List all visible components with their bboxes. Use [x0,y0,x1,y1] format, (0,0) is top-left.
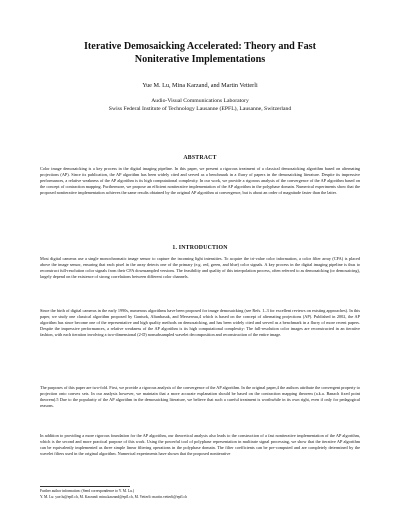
footnote-emails: Y. M. Lu: yue.lu@epfl.ch, M. Karzand: mina.karzand@epfl.ch, M. Vetterli: martin.vetterli@epfl.ch [40,495,187,499]
footnote-divider [40,486,130,487]
affiliation-line-1: Audio-Visual Communications Laboratory [151,98,249,104]
title-line-2: Noniterative Implementations [134,54,266,65]
introduction-heading: 1. INTRODUCTION [172,245,228,251]
affiliation-line-2: Swiss Federal Institute of Technology Lausanne (EPFL), Lausanne, Switzerland [108,105,292,112]
title-line-1: Iterative Demosaicking Accelerated: Theory and Fast [83,41,317,52]
intro-paragraph-2: Since the birth of digital cameras in the early 1990s, numerous algorithms have been proposed for image demosaicking (see Refs. 1–3 for excellent reviews on existing approaches). In this paper, we study one classical algorithm proposed by Gunturk, Altunbasak, and Mersereau,4 which is based on the concept of alternating projections (AP). Published in 2002, the AP algorithm has since become one of the representative and high quality methods on demosaicking, and has been widely cited and served as a benchmark in a flurry of more recent papers. Despite the impressive performances, a relative weakness of the AP algorithm is its high computational complexity: The full-resolution color images are reconstructed in an iterative fashion, with each iteration involving a two-dimensional (2-D) nonsubsampled wavelet decomposition and reconstruction of the entire image. [40,308,360,338]
affiliation [30,98,370,113]
intro-paragraph-4: In addition to providing a more rigorous foundation for the AP algorithm, our theoretical analysis also leads to the construction of a fast noniterative implementation of the AP algorithm, which is the second and more practical purpose of this work. Using the powerful tool of polyphase representation in multirate signal processing, we show that the iterative AP algorithm can be equivalently implemented as three simple linear filtering operations in the polyphase domain. The filter coefficients can be pre-computed and are completely determined by the wavelet filters used in the original algorithm. Numerical experiments have shown that the proposed noniterative [40,433,360,457]
intro-paragraph-1: Most digital cameras use a single monochromatic image sensor to capture the incoming light intensities. To acquire the tri-value color information, a color filter array (CFA) is placed above the image sensor, ensuring that each pixel in the array detects one of the primary (e.g. red, green, and blue) color signals. A key process in the digital imaging pipeline is thus to reconstruct full-resolution color signals from their CFA downsampled versions. The feasibility and quality of this interpolation process, often referred to as demosaicking (or demosaicing), largely depend on the existence of strong correlations between different color channels. [40,256,360,280]
abstract-text: Color image demosaicking is a key process in the digital imaging pipeline. In this paper, we present a rigorous treatment of a classical demosaicking algorithm based on alternating projections (AP). Since its publication, the AP algorithm has been widely cited and served as a benchmark in a flurry of papers in the demosaicking literature. Despite its impressive performances, a relative weakness of the AP algorithm is its high computational complexity. In our work, we provide a rigorous analysis of the convergence of the AP algorithm based on the concept of contraction mapping. Furthermore, we propose an efficient noniterative implementation of the AP algorithm in the polyphase domain. Numerical experiments show that the proposed noniterative implementation achieves the same results obtained by the original AP algorithm at convergence, but is about an order of magnitude faster than the latter. [40,166,360,196]
author-list: Yue M. Lu, Mina Karzand, and Martin Vetterli [142,82,258,89]
footnote-author-info: Further author information: (Send correspondence to Y. M. Lu.) [40,489,135,493]
intro-paragraph-3: The purposes of this paper are two-fold. First, we provide a rigorous analysis of the convergence of the AP algorithm. In the original paper,4 the authors attribute the convergent property to projection onto convex sets. In our analysis however, we maintain that a more accurate explanation should be based on the contraction mapping theorem (a.k.a. Banach fixed point theorem).5 Due to the popularity of the AP algorithm in the demosaicking literature, we believe that such a careful treatment is worthwhile in its own right, even if only for pedagogical reasons. [40,385,360,409]
abstract-heading: ABSTRACT [183,155,217,161]
paper-title [30,40,370,66]
